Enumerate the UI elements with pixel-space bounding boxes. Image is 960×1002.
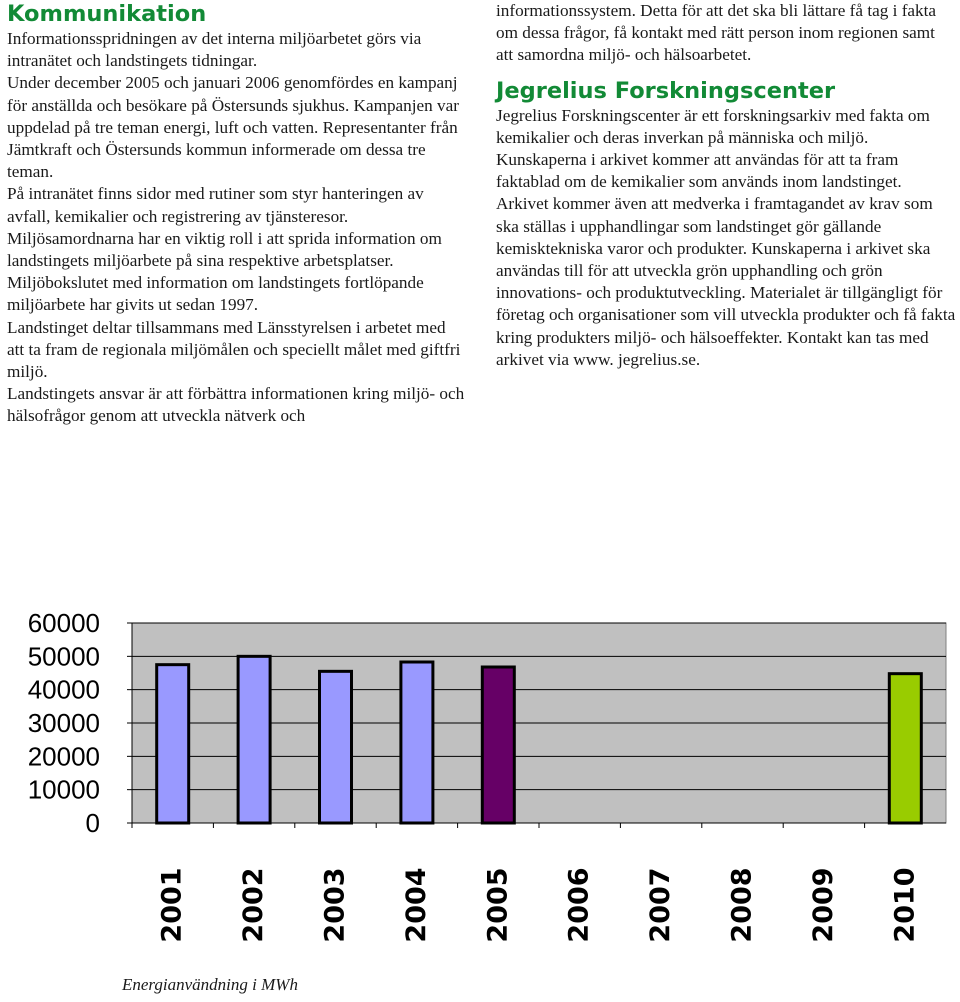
continued-paragraph: informationssystem. Detta för att det ska bli lättare få tag i fakta om dessa frågor, få kontakt med rätt person inom regionen samt att samordna miljö- och hälsoarbetet. <box>496 1 937 65</box>
bar-2001 <box>157 665 189 823</box>
bar-2002 <box>238 656 270 823</box>
paragraph: Miljösamordnarna har en viktig roll i att sprida information om landstingets miljöarbete på sina respektive arbetsplatser. Miljöbokslutet med information om landstingets fortlöpande miljöarbete har givits ut sedan 1997. <box>7 228 442 315</box>
y-tick-label: 40000 <box>27 674 100 705</box>
bar-2005 <box>482 667 514 823</box>
section-heading-kommunikation: Kommunikation <box>7 1 207 27</box>
bar-2010 <box>889 674 921 823</box>
y-tick-label: 20000 <box>27 741 100 772</box>
right-column <box>496 0 956 371</box>
bar-2004 <box>401 662 433 823</box>
x-tick-label-2006: 2006 <box>563 867 595 943</box>
paragraph: Informationsspridningen av det interna miljöarbetet görs via intranätet och landstingets tidningar. <box>7 29 422 71</box>
x-tick-label-2009: 2009 <box>807 867 839 943</box>
x-tick-label-2001: 2001 <box>156 867 188 943</box>
y-tick-label: 0 <box>85 808 100 838</box>
x-tick-label-2008: 2008 <box>726 867 758 943</box>
paragraph: Landstinget deltar tillsammans med Länsstyrelsen i arbetet med att ta fram de regionala miljömålen och speciellt målet med giftfri miljö. <box>7 317 461 382</box>
left-column <box>7 0 467 428</box>
energy-bar-chart <box>0 600 960 972</box>
y-tick-label: 30000 <box>27 708 100 738</box>
y-tick-label: 50000 <box>27 641 100 672</box>
y-tick-label: 60000 <box>27 608 100 638</box>
chart-caption: Energianvändning i MWh <box>122 975 298 994</box>
y-tick-label: 10000 <box>27 774 100 805</box>
section-heading-jegrelius: Jegrelius Forskningscenter <box>496 77 836 104</box>
bar-2003 <box>320 671 352 823</box>
x-tick-label-2004: 2004 <box>400 867 432 943</box>
x-tick-label-2010: 2010 <box>889 867 921 943</box>
paragraph: Kunskaperna i arkivet kommer att användas för att ta fram faktablad om de kemikalier som används inom landstinget. <box>496 150 902 192</box>
x-tick-label-2002: 2002 <box>238 867 270 943</box>
x-tick-label-2005: 2005 <box>482 867 514 943</box>
x-tick-label-2003: 2003 <box>319 867 351 943</box>
paragraph: På intranätet finns sidor med rutiner som styr hanteringen av avfall, kemikalier och registrering av tjänsteresor. <box>7 184 424 226</box>
paragraph: Landstingets ansvar är att förbättra informationen kring miljö- och hälsofrågor genom att utveckla nätverk och <box>7 384 465 426</box>
paragraph: Arkivet kommer även att medverka i framtagandet av krav som ska ställas i upphandlingar som landstinget gör gällande kemisktekniska varor och produkter. Kunskaperna i arkivet ska användas till för att utveckla grön upphandling och grön innovations- och produktutveckling. Materialet är tillgängligt för företag och organisationer som vill utveckla produkter och få fakta kring produkters miljö- och hälsoeffekter. Kontakt kan tas med arkivet via www. jegrelius.se. <box>496 194 956 369</box>
x-tick-label-2007: 2007 <box>645 867 677 943</box>
paragraph: Under december 2005 och januari 2006 genomfördes en kampanj för anställda och besökare på Östersunds sjukhus. Kampanjen var uppdelad på tre teman energi, luft och vatten. Representanter från Jämtkraft och Östersunds kommun informerade om dessa tre teman. <box>7 73 460 182</box>
paragraph: Jegrelius Forskningscenter är ett forskningsarkiv med fakta om kemikalier och deras inverkan på människa och miljö. <box>496 105 930 147</box>
